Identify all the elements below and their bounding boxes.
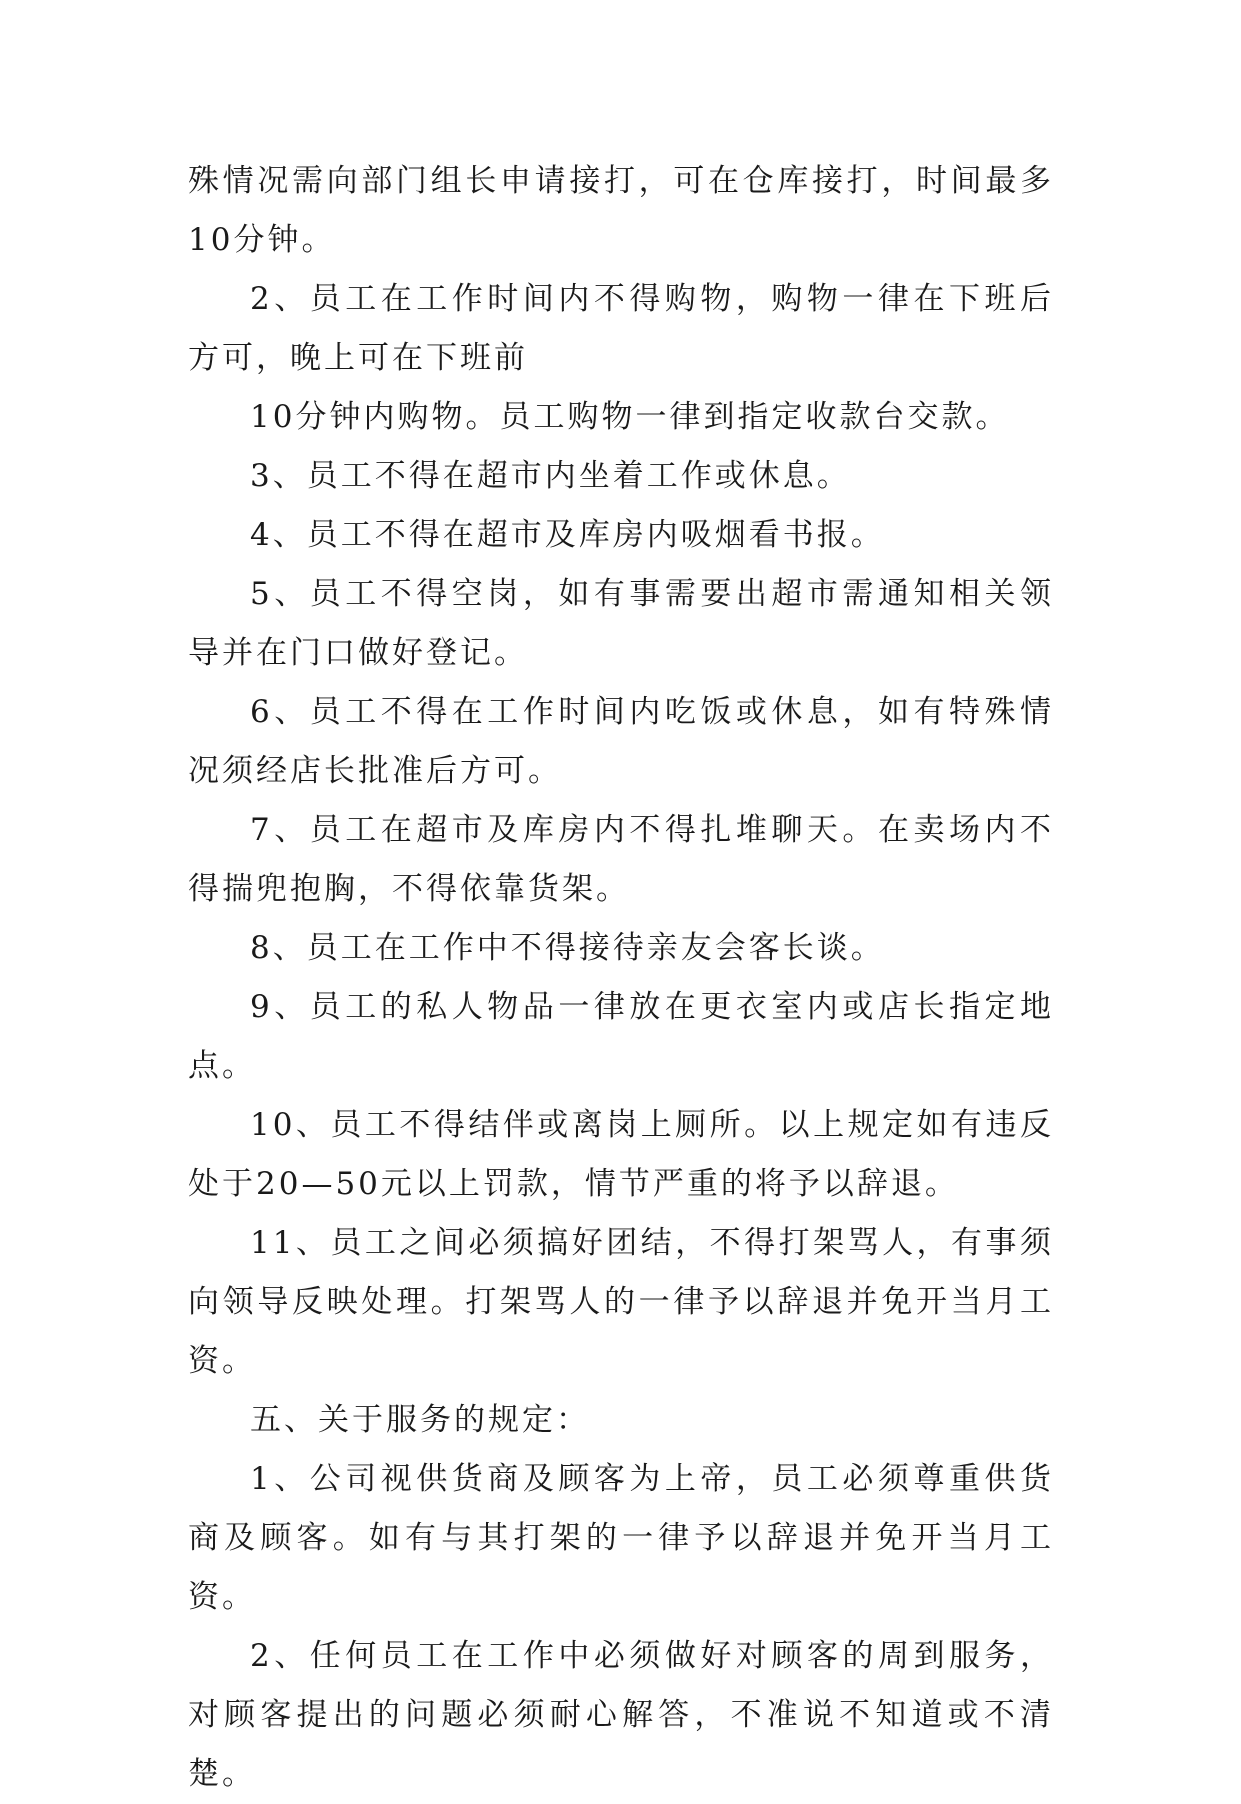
document-page: [188, 152, 1054, 1804]
paragraph-rule-10: 10、员工不得结伴或离岗上厕所。以上规定如有违反处于20—50元以上罚款，情节严重的将予以辞退。: [188, 1107, 1054, 1202]
paragraph-rule-8: 8、员工在工作中不得接待亲友会客长谈。: [250, 930, 885, 966]
paragraph-rule-2: 2、员工在工作时间内不得购物，购物一律在下班后方可，晚上可在下班前: [188, 281, 1054, 376]
paragraph-continued: 殊情况需向部门组长申请接打，可在仓库接打，时间最多10分钟。: [188, 163, 1054, 258]
paragraph-rule-4: 4、员工不得在超市及库房内吸烟看书报。: [250, 517, 885, 553]
paragraph-rule-9: 9、员工的私人物品一律放在更衣室内或店长指定地点。: [188, 989, 1054, 1084]
paragraph-service-2: 2、任何员工在工作中必须做好对顾客的周到服务，对顾客提出的问题必须耐心解答，不准说不知道或不清楚。: [188, 1638, 1054, 1792]
section-heading-service: 五、关于服务的规定：: [250, 1402, 590, 1438]
paragraph-rule-2-cont: 10分钟内购物。员工购物一律到指定收款台交款。: [250, 399, 1010, 435]
paragraph-service-1: 1、公司视供货商及顾客为上帝，员工必须尊重供货商及顾客。如有与其打架的一律予以辞退并免开当月工资。: [188, 1461, 1054, 1615]
paragraph-rule-3: 3、员工不得在超市内坐着工作或休息。: [250, 458, 851, 494]
paragraph-rule-7: 7、员工在超市及库房内不得扎堆聊天。在卖场内不得揣兜抱胸，不得依靠货架。: [188, 812, 1054, 907]
paragraph-rule-5: 5、员工不得空岗，如有事需要出超市需通知相关领导并在门口做好登记。: [188, 576, 1054, 671]
paragraph-rule-11: 11、员工之间必须搞好团结，不得打架骂人，有事须向领导反映处理。打架骂人的一律予以辞退并免开当月工资。: [188, 1225, 1054, 1379]
paragraph-rule-6: 6、员工不得在工作时间内吃饭或休息，如有特殊情况须经店长批准后方可。: [188, 694, 1054, 789]
